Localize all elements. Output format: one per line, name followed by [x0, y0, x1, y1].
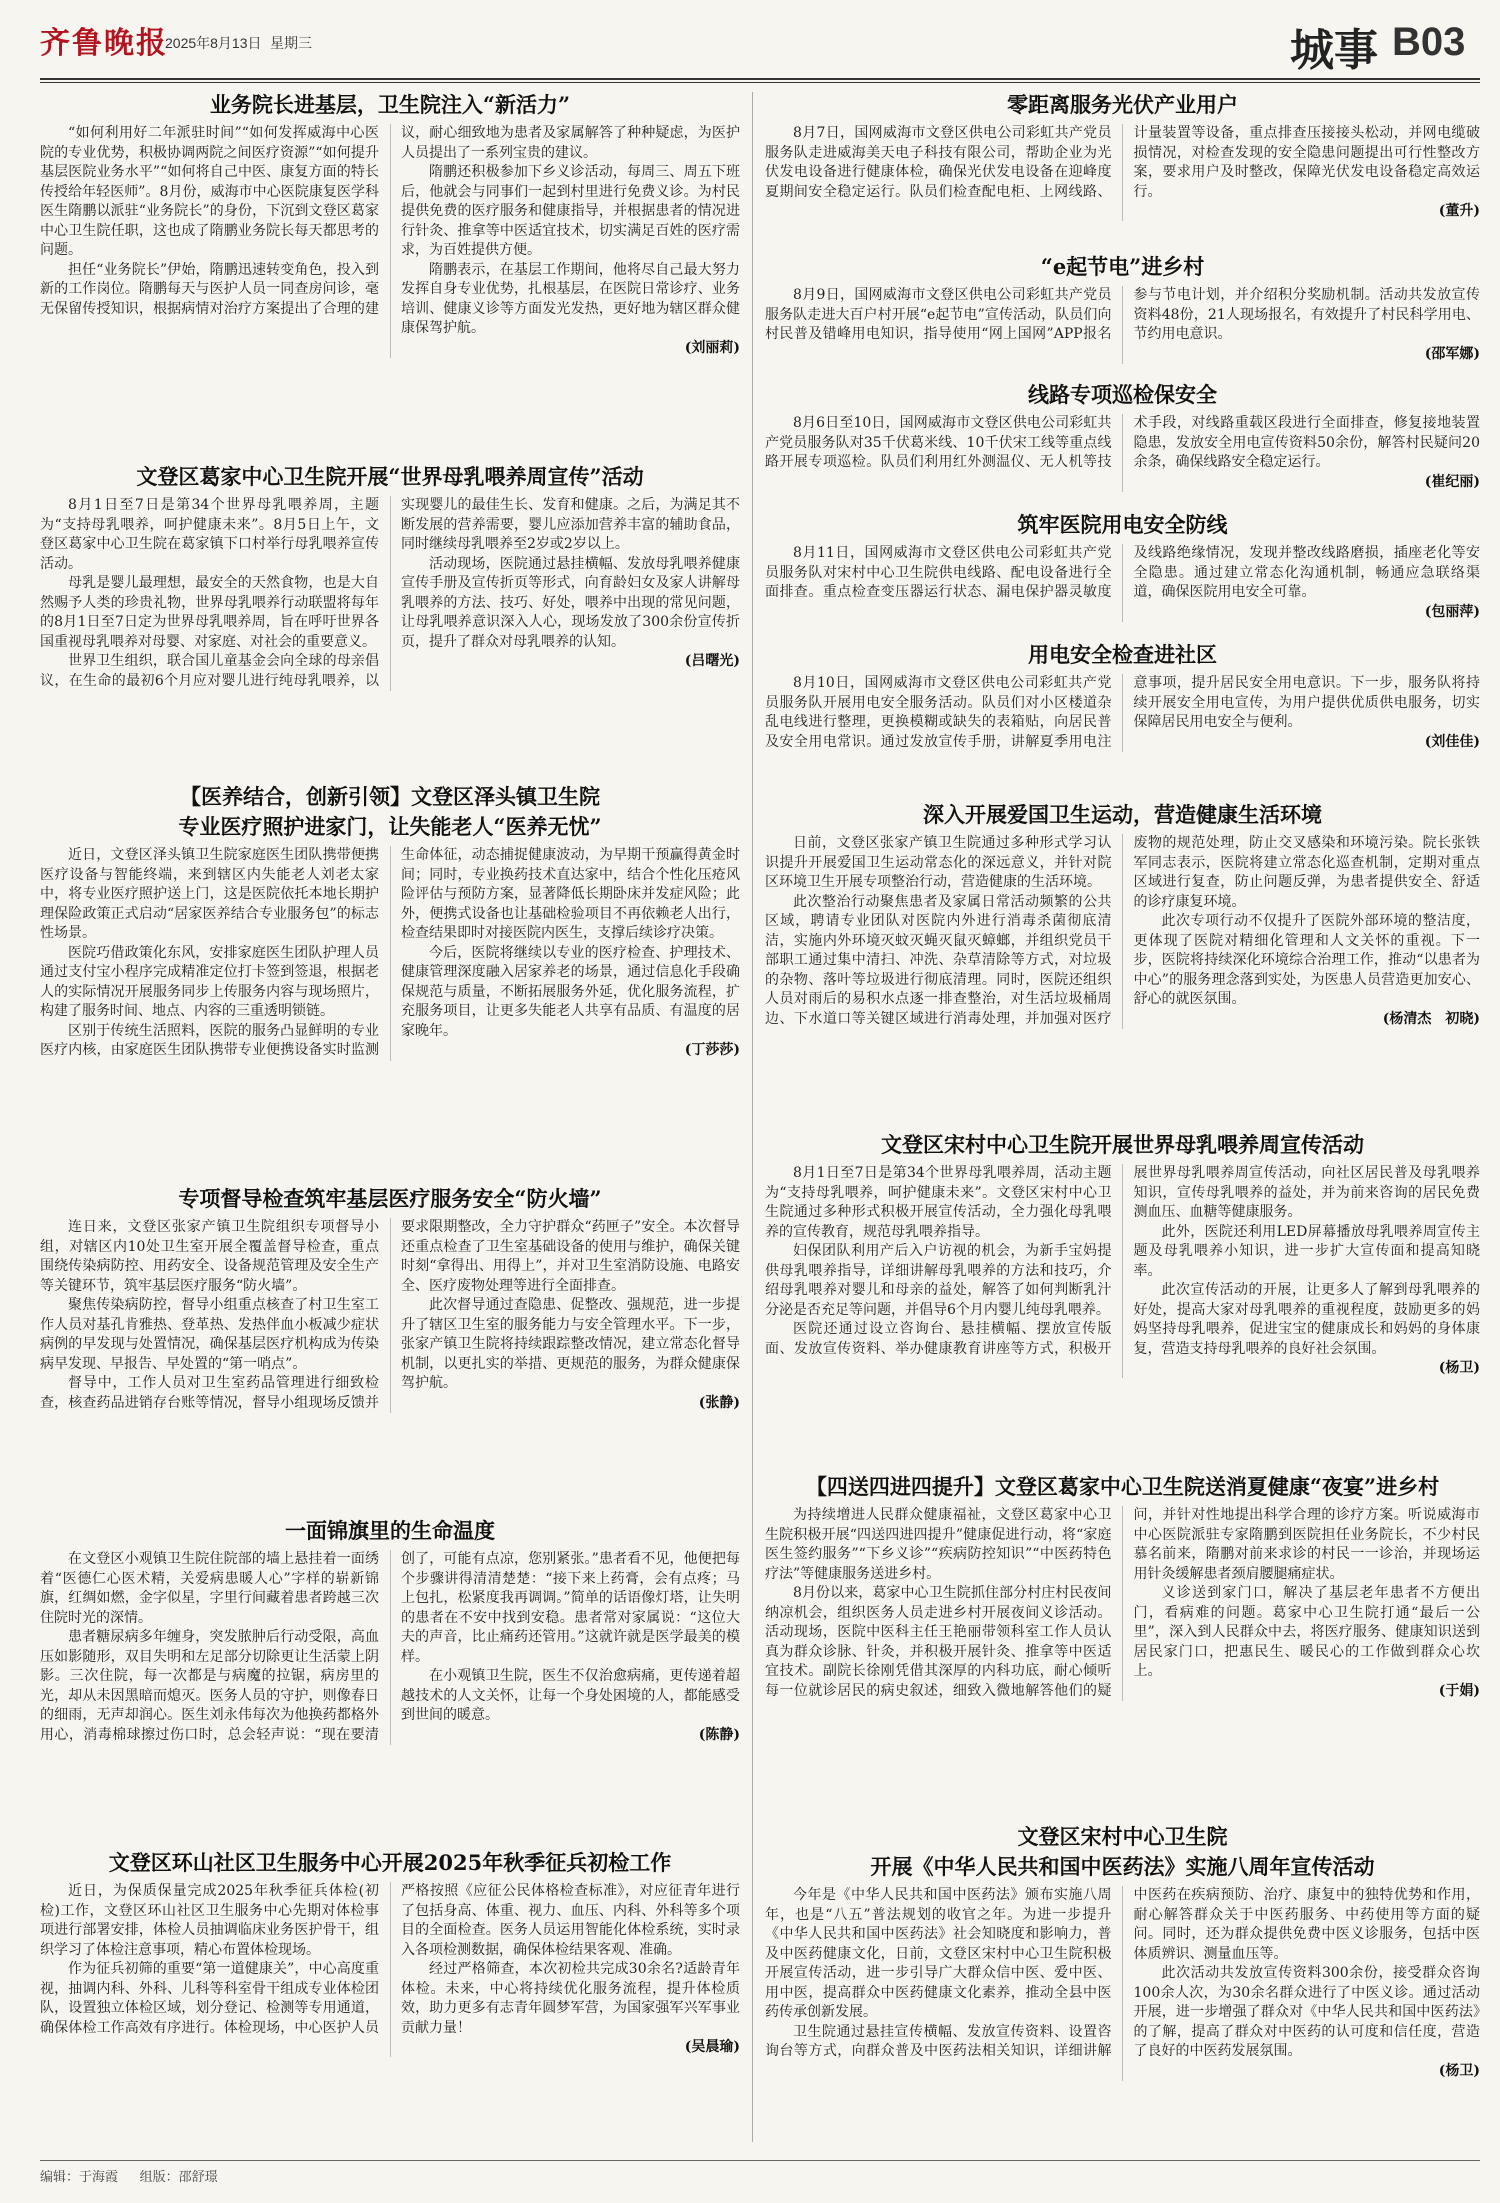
article-paragraph: 此次活动共发放宣传资料300余份，接受群众咨询100余人次，为30余名群众进行了中医义诊。通过活动开展，进一步增强了群众对《中华人民共和国中医药法》的了解，提高了群众对中医药的认可度和信任度，营造了良好的中医药发展氛围。: [1133, 1965, 1480, 2059]
article-byline: (丁莎莎): [684, 1042, 740, 1058]
article-paragraph: 母乳是婴儿最理想，最安全的天然食物，也是大自然赐予人类的珍贵礼物，世界母乳喂养行动联盟将每年的8月1日至7日定为世界母乳喂养周，旨在呼吁世界各国重视母乳喂养对母婴、对家庭、对社会的重要意义。: [40, 575, 379, 650]
article: [765, 90, 1480, 250]
article-body: [40, 846, 740, 1061]
article-byline: (杨卫): [1438, 2062, 1480, 2079]
article-paragraph: 此次整治行动聚焦患者及家属日常活动频繁的公共区域，聘请专业团队对医院内外进行消毒杀菌彻底清洁，实施内外环境灭蚊灭蝇灭鼠灭蟑螂，并组织党员干部职工通过集中清扫、冲洗、杂草清除等方式，对垃圾的杂物、落叶等垃圾进行彻底清理。同时，医院还组织人员对雨后的易积水点逐一排查整治，对生活垃圾桶周边、下水道口等关键区域进行消毒处理，并加强对医疗废物的规范处理，防止交叉感染和环境污染。院长张铁军同志表示，医院将建立常态化巡查机制，定期对重点区域进行复查，防止问题反弹，为患者提供安全、舒适的诊疗康复环境。: [765, 835, 1480, 1027]
article-headline: 文登区宋村中心卫生院: [1017, 1824, 1228, 1849]
article-paragraph: 近日，为保质保量完成2025年秋季征兵体检(初检)工作，文登区环山社区卫生服务中心先期对体检事项进行部署安排，体检人员抽调临床业务医护骨干，组织学习了体检注意事项，精心布置体检现场。: [40, 1883, 379, 1958]
article-paragraph: 在小观镇卫生院，医生不仅治愈病痛，更传递着超越技术的人文关怀，让每一个身处困境的人，都能感受到世间的暖意。: [401, 1668, 740, 1723]
article-paragraph: 此次督导通过查隐患、促整改、强规范，进一步提升了辖区卫生室的服务能力与安全管理水平。下一步，张家产镇卫生院将持续跟踪整改情况，建立常态化督导机制，以更扎实的举措、更规范的服务，为群众健康保驾护航。: [401, 1297, 740, 1391]
article-body: [765, 414, 1480, 492]
article-byline: (于娟): [1438, 1682, 1480, 1699]
article-body: [765, 834, 1480, 1029]
article-headline: 文登区环山社区卫生服务中心开展2025年秋季征兵初检工作: [108, 1850, 672, 1875]
article-byline: (邵军娜): [1424, 345, 1480, 362]
article-body: [765, 1164, 1480, 1378]
article-paragraph: 妇保团队利用产后入户访视的机会，为新手宝妈提供母乳喂养指导，详细讲解母乳喂养的方法和技巧，介绍母乳喂养对婴儿和母亲的益处，解答了如何判断乳汁分泌是否充足等问题，并倡导6个月内婴儿纯母乳喂养。: [765, 1243, 1112, 1318]
article-byline: (杨清杰 初晓): [1382, 1010, 1480, 1027]
article-paragraph: 此次宣传活动的开展，让更多人了解到母乳喂养的好处，提高大家对母乳喂养的重视程度，鼓励更多的妈妈坚持母乳喂养，促进宝宝的健康成长和妈妈的身体康复，营造支持母乳喂养的良好社会氛围。: [1133, 1282, 1480, 1357]
footer-rule: [40, 2160, 1480, 2161]
article-byline: (陈静): [698, 1726, 740, 1743]
article-body: [765, 674, 1480, 752]
article-headline: 【医养结合，创新引领】文登区泽头镇卫生院: [180, 784, 600, 809]
article-headline: 一面锦旗里的生命温度: [285, 1518, 495, 1543]
editor-credit: 编辑：于海霞: [40, 2169, 119, 2184]
article-headline: 文登区葛家中心卫生院开展“世界母乳喂养周宣传”活动: [136, 464, 644, 489]
article-byline: (杨卫): [1438, 1360, 1480, 1376]
article-paragraph: 隋鹏还积极参加下乡义诊活动，每周三、周五下班后，他就会与同事们一起到村里进行免费义诊。为村民提供免费的医疗服务和健康指导，并根据患者的情况进行针灸、推拿等中医适宜技术，切实满足百姓的医疗需求，为百姓提供方便。: [401, 164, 740, 258]
issue-weekday: 星期三: [270, 35, 312, 51]
article-byline: (吴晨瑜): [684, 2039, 740, 2055]
article: [40, 782, 740, 1182]
article-paragraph: 8月9日，国网威海市文登区供电公司彩虹共产党员服务队走进大百户村开展“e起节电”宣传活动，队员们向村民普及错峰用电知识，指导使用“网上国网”APP报名参与节电计划，并介绍积分奖励机制。活动共发放宣传资料48份，21人现场报名，有效提升了村民科学用电、节约用电意识。: [765, 287, 1480, 342]
article-paragraph: 世界卫生组织，联合国儿童基金会向全球的母亲倡议，在生命的最初6个月应对婴儿进行纯母乳喂养，以实现婴儿的最佳生长、发育和健康。之后，为满足其不断发展的营养需要，婴儿应添加营养丰富的辅助食品，同时继续母乳喂养至2岁或2岁以上。: [40, 497, 740, 689]
article: [40, 1516, 740, 1846]
article-paragraph: 医院还通过设立咨询台、悬挂横幅、摆放宣传版面、发放宣传资料、举办健康教育讲座等方式，积极开展世界母乳喂养周宣传活动，向社区居民普及母乳喂养知识，宣传母乳喂养的益处，并为前来咨询的居民免费测血压、血糖等健康服务。: [765, 1165, 1480, 1357]
article-paragraph: 8月份以来，葛家中心卫生院抓住部分村庄村民夜间纳凉机会，组织医务人员走进乡村开展夜间义诊活动。活动现场，医院中医科主任王艳丽带领科室工作人员认真为群众诊脉、针灸，并积极开展针灸、推拿等中医适宜技术。副院长徐刚凭借其深厚的内科功底，耐心倾听每一位就诊居民的病史叙述，细致入微地解答他们的疑问，并针对性地提出科学合理的诊疗方案。听说威海市中心医院派驻专家隋鹏到医院担任业务院长，不少村民慕名前来，隋鹏对前来求诊的村民一一诊治，并现场运用针灸缓解患者颈肩腰腿痛症状。: [765, 1507, 1480, 1699]
article-paragraph: 医院巧借政策化东风，安排家庭医生团队护理人员通过支付宝小程序完成精准定位打卡签到签退，根据老人的实际情况开展服务同步上传服务内容与现场照片，构建了服务时间、地点、内容的三重透明锁链。: [40, 944, 379, 1019]
article-body: [765, 124, 1480, 221]
article: [765, 800, 1480, 1128]
article-paragraph: “如何利用好二年派驻时间”“如何发挥威海中心医院的专业优势，积极协调两院之间医疗资源”“如何提升基层医院业务水平”“如何将自己中医、康复方面的特长传授给年轻医师”。8月份，威海市中心医院康复医学科医生隋鹏以派驻“业务院长”的身份，下沉到文登区葛家中心卫生院任职，这也成了隋鹏业务院长每天都思考的问题。: [40, 125, 379, 258]
article-paragraph: 作为征兵初筛的重要“第一道健康关”，中心高度重视，抽调内科、外科、儿科等科室骨干组成专业体检团队，设置独立体检区域，划分登记、检测等专用通道，确保体检工作高效有序进行。体检现场，中心医护人员严格按照《应征公民体格检查标准》，对应征青年进行了包括身高、体重、视力、血压、内科、外科等多个项目的全面检查。医务人员运用智能化体检系统，实时录入各项检测数据，确保体检结果客观、准确。: [40, 1883, 740, 2036]
article-paragraph: 卫生院通过悬挂宣传横幅、发放宣传资料、设置咨询台等方式，向群众普及中医药法相关知识，详细讲解中医药在疾病预防、治疗、康复中的独特优势和作用，耐心解答群众关于中医药服务、中药使用等方面的疑问。同时，还为群众提供免费中医义诊服务，包括中医体质辨识、测量血压等。: [765, 1887, 1480, 2059]
article-headline: “e起节电”进乡村: [1040, 254, 1205, 279]
article-byline: (包丽萍): [1424, 603, 1480, 620]
column-divider: [752, 92, 753, 2142]
article-subhead: 专业医疗照护进家门，让失能老人“医养无忧”: [178, 814, 602, 839]
article-body: [765, 286, 1480, 364]
article-paragraph: 日前，文登区张家产镇卫生院通过多种形式学习认识提升开展爱国卫生运动常态化的深远意义，并针对院区环境卫生开展专项整治行动，营造健康的生活环境。: [765, 835, 1112, 890]
article-byline: (张静): [698, 1394, 740, 1411]
article-headline: 文登区宋村中心卫生院开展世界母乳喂养周宣传活动: [881, 1132, 1364, 1157]
article-headline: 业务院长进基层，卫生院注入“新活力”: [209, 92, 571, 117]
article-paragraph: 为持续增进人民群众健康福祉，文登区葛家中心卫生院积极开展“四送四进四提升”健康促进行动，将“家庭医生签约服务”“下乡义诊”“疾病防控知识”“中医药特色疗法”等健康服务送进乡村。: [765, 1507, 1112, 1582]
article-headline: 【四送四进四提升】文登区葛家中心卫生院送消夏健康“夜宴”进乡村: [805, 1474, 1440, 1499]
article-body: [40, 1550, 740, 1745]
header-rule-thin: [40, 82, 1480, 83]
article-paragraph: 今年是《中华人民共和国中医药法》颁布实施八周年，也是“八五”普法规划的收官之年。为进一步提升《中华人民共和国中医药法》社会知晓度和影响力，普及中医药健康文化，日前，文登区宋村中心卫生院积极开展宣传活动，进一步引导广大群众信中医、爱中医、用中医，提高群众中医药健康文化素养，推动全县中医药传承创新发展。: [765, 1887, 1112, 2020]
article-paragraph: 8月10日，国网威海市文登区供电公司彩虹共产党员服务队开展用电安全服务活动。队员们对小区楼道杂乱电线进行整理，更换模糊或缺失的表箱贴，向居民普及安全用电常识。通过发放宣传手册，讲解夏季用电注意事项，提升居民安全用电意识。下一步，服务队将持续开展安全用电宣传，为用户提供优质供电服务，切实保障居民用电安全与便利。: [765, 675, 1480, 750]
article-paragraph: 经过严格筛查，本次初检共完成30余名?适龄青年体检。未来，中心将持续优化服务流程，提升体检质效，助力更多有志青年圆梦军营，为国家强军兴军事业贡献力量！: [401, 1961, 740, 2036]
article-paragraph: 担任“业务院长”伊始，隋鹏迅速转变角色，投入到新的工作岗位。隋鹏每天与医护人员一同查房问诊，毫无保留传授知识，根据病情对治疗方案提出了合理的建议，耐心细致地为患者及家属解答了种种疑虑，为医护人员提出了一系列宝贵的建议。: [40, 125, 740, 317]
article: [765, 380, 1480, 508]
article-body: [765, 544, 1480, 622]
issue-date: 2025年8月13日: [165, 35, 262, 51]
article-paragraph: 8月1日至7日是第34个世界母乳喂养周，主题为“支持母乳喂养，呵护健康未来”。8月5日上午，文登区葛家中心卫生院在葛家镇下口村举行母乳喂养宣传活动。: [40, 497, 379, 572]
article-paragraph: 今后，医院将继续以专业的医疗检查、护理技术、健康管理深度融入居家养老的场景，通过信息化手段确保规范与质量，不断拓展服务外延，优化服务流程，扩充服务项目，让更多失能老人共享有品质、有温度的居家晚年。: [401, 944, 740, 1039]
article-body: [40, 124, 740, 358]
article-byline: (刘佳佳): [1424, 733, 1480, 750]
article: [40, 1184, 740, 1514]
article: [765, 1822, 1480, 2153]
article-headline: 筑牢医院用电安全防线: [1017, 512, 1228, 537]
article-headline: 零距离服务光伏产业用户: [1007, 92, 1238, 117]
article-paragraph: 连日来，文登区张家产镇卫生院组织专项督导小组，对辖区内10处卫生室开展全覆盖督导检查，重点围绕传染病防控、用药安全、设备规范管理及安全生产等关键环节，筑牢基层医疗服务“防火墙”。: [40, 1219, 379, 1294]
article-body: [765, 1886, 1480, 2081]
article: [765, 640, 1480, 798]
article-byline: (董升): [1438, 203, 1480, 219]
footer: [40, 2166, 236, 2185]
masthead: [0, 0, 1500, 76]
article: [40, 1848, 740, 2153]
article-byline: (刘丽莉): [684, 339, 740, 356]
article-paragraph: 聚焦传染病防控，督导小组重点核查了村卫生室工作人员对基孔肯雅热、登革热、发热伴血小板减少症状病例的早发现与处置情况，确保基层医疗机构成为传染病早发现、早报告、早处置的“第一哨点”。: [40, 1297, 379, 1372]
article-body: [765, 1506, 1480, 1701]
article-paragraph: 8月6日至10日，国网威海市文登区供电公司彩虹共产党员服务队对35千伏葛米线、10千伏宋工线等重点线路开展专项巡检。队员们利用红外测温仪、无人机等技术手段，对线路重载区段进行全面排查，修复接地装置隐患，发放安全用电宣传资料50余份，解答村民疑问20余条，确保线路安全稳定运行。: [765, 415, 1480, 470]
article-paragraph: 8月1日至7日是第34个世界母乳喂养周，活动主题为“支持母乳喂养，呵护健康未来”。文登区宋村中心卫生院通过多种形式积极开展宣传活动，全力强化母乳喂养的宣传教育，规范母乳喂养指导。: [765, 1165, 1112, 1240]
article-paragraph: 8月11日，国网威海市文登区供电公司彩虹共产党员服务队对宋村中心卫生院供电线路、配电设备进行全面排查。重点检查变压器运行状态、漏电保护器灵敏度及线路绝缘情况，发现并整改线路磨损，插座老化等安全隐患。通过建立常态化沟通机制，畅通应急联络渠道，确保医院用电安全可靠。: [765, 545, 1480, 600]
article-paragraph: 义诊送到家门口，解决了基层老年患者不方便出门，看病难的问题。葛家中心卫生院打通“最后一公里”，深入到人民群众中去，将医疗服务、健康知识送到居民家门口，把惠民生、暖民心的工作做到群众心坎上。: [1133, 1585, 1480, 1679]
article: [765, 510, 1480, 638]
article: [40, 462, 740, 780]
article: [765, 252, 1480, 377]
header-rule: [40, 78, 1480, 80]
article-body: [40, 1218, 740, 1413]
article-paragraph: 此外，医院还利用LED屏幕播放母乳喂养周宣传主题及母乳喂养小知识，进一步扩大宣传面和提高知晓率。: [1133, 1223, 1480, 1279]
article-byline: (崔纪丽): [1424, 473, 1480, 490]
article-headline: 用电安全检查进社区: [1028, 642, 1217, 667]
article: [765, 1130, 1480, 1470]
article-paragraph: 8月7日，国网威海市文登区供电公司彩虹共产党员服务队走进威海美天电子科技有限公司，帮助企业为光伏发电设备进行健康体检，确保光伏发电设备在迎峰度夏期间安全稳定运行。队员们检查配电柜、上网线路、计量装置等设备，重点排查压接接头松动，并网电缆破损情况，对检查发现的安全隐患问题提出可行性整改方案，要求用户及时整改，保障光伏发电设备稳定高效运行。: [765, 125, 1480, 200]
article-body: [40, 1882, 740, 2057]
article-byline: (吕曙光): [684, 653, 740, 669]
newspaper-logo: 齐鲁晚报: [40, 26, 168, 61]
article-headline: 专项督导检查筑牢基层医疗服务安全“防火墙”: [178, 1186, 602, 1211]
article: [765, 1472, 1480, 1820]
article-paragraph: 督导中，工作人员对卫生室药品管理进行细致检查，核查药品进销存台账等情况，督导小组现场反馈并要求限期整改，全力守护群众“药匣子”安全。本次督导还重点检查了卫生室基础设备的使用与维护，确保关键时刻“拿得出、用得上”，并对卫生室消防设施、电路安全、医疗废物处理等进行全面排查。: [40, 1219, 740, 1411]
section-title: 城事: [1290, 25, 1378, 76]
article-paragraph: 此次专项行动不仅提升了医院外部环境的整洁度，更体现了医院对精细化管理和人文关怀的重视。下一步，医院将持续深化环境综合治理工作，推动“以患者为中心”的服务理念落到实处，为医患人员营造更加安心、舒心的就医氛围。: [1133, 913, 1480, 1007]
article-paragraph: 在文登区小观镇卫生院住院部的墙上悬挂着一面绣着“医德仁心医术精，关爱病患暖人心”字样的崭新锦旗，红绸如燃，金字似星，字里行间藏着患者跨越三次住院时光的深情。: [40, 1551, 379, 1626]
article-paragraph: 隋鹏表示，在基层工作期间，他将尽自己最大努力发挥自身专业优势，扎根基层，在医院日常诊疗、业务培训、健康义诊等方面发光发热，更好地为辖区群众健康保驾护航。: [401, 261, 740, 336]
article-headline: 线路专项巡检保安全: [1028, 382, 1217, 407]
article-subhead: 开展《中华人民共和国中医药法》实施八周年宣传活动: [870, 1854, 1375, 1879]
layout-credit: 组版：邵舒璟: [139, 2169, 218, 2184]
article-paragraph: 活动现场，医院通过悬挂横幅、发放母乳喂养健康宣传手册及宣传折页等形式，向育龄妇女及家人讲解母乳喂养的方法、技巧、好处，喂养中出现的常见问题，让母乳喂养意识深入人心，现场发放了300余份宣传折页，提升了群众对母乳喂养的认知。: [401, 555, 740, 650]
page-number: B03: [1392, 20, 1466, 64]
article-body: [40, 496, 740, 691]
article-paragraph: 患者糖尿病多年缠身，突发脓肿后行动受限，高血压如影随形，双目失明和左足部分切除更让生活蒙上阴影。三次住院，每一次都是与病魔的拉锯，病房里的光，却从未因黑暗而熄灭。医务人员的守护，则像春日的细雨，无声却润心。医生刘永伟每次为他换药都格外用心，消毒棉球擦过伤口时，总会轻声说：“现在要清创了，可能有点凉，您别紧张。”患者看不见，他便把每个步骤讲得清清楚楚：“接下来上药膏，会有点疼；马上包扎，松紧度我再调调。”简单的话语像灯塔，让失明的患者在不安中找到安稳。患者常对家属说：“这位大夫的声音，比止痛药还管用。”这就许就是医学最美的模样。: [40, 1551, 740, 1743]
article-headline: 深入开展爱国卫生运动，营造健康生活环境: [923, 802, 1322, 827]
article: [40, 90, 740, 460]
article-paragraph: 区别于传统生活照料，医院的服务凸显鲜明的专业医疗内核，由家庭医生团队携带专业便携设备实时监测生命体征，动态捕捉健康波动，为早期干预赢得黄金时间；同时，专业换药技术直达家中，结合个性化压疮风险评估与预防方案，显著降低长期卧床并发症风险；此外，便携式设备也让基础检验项目不再依赖老人出行，检查结果即时对接医院内医生，支撑后续诊疗决策。: [40, 847, 740, 1058]
article-paragraph: 近日，文登区泽头镇卫生院家庭医生团队携带便携医疗设备与智能终端，来到辖区内失能老人刘老太家中，将专业医疗照护送上门，这是医院依托本地长期护理保险政策正式启动“居家医养结合专业服务包”的标志性场景。: [40, 847, 379, 941]
